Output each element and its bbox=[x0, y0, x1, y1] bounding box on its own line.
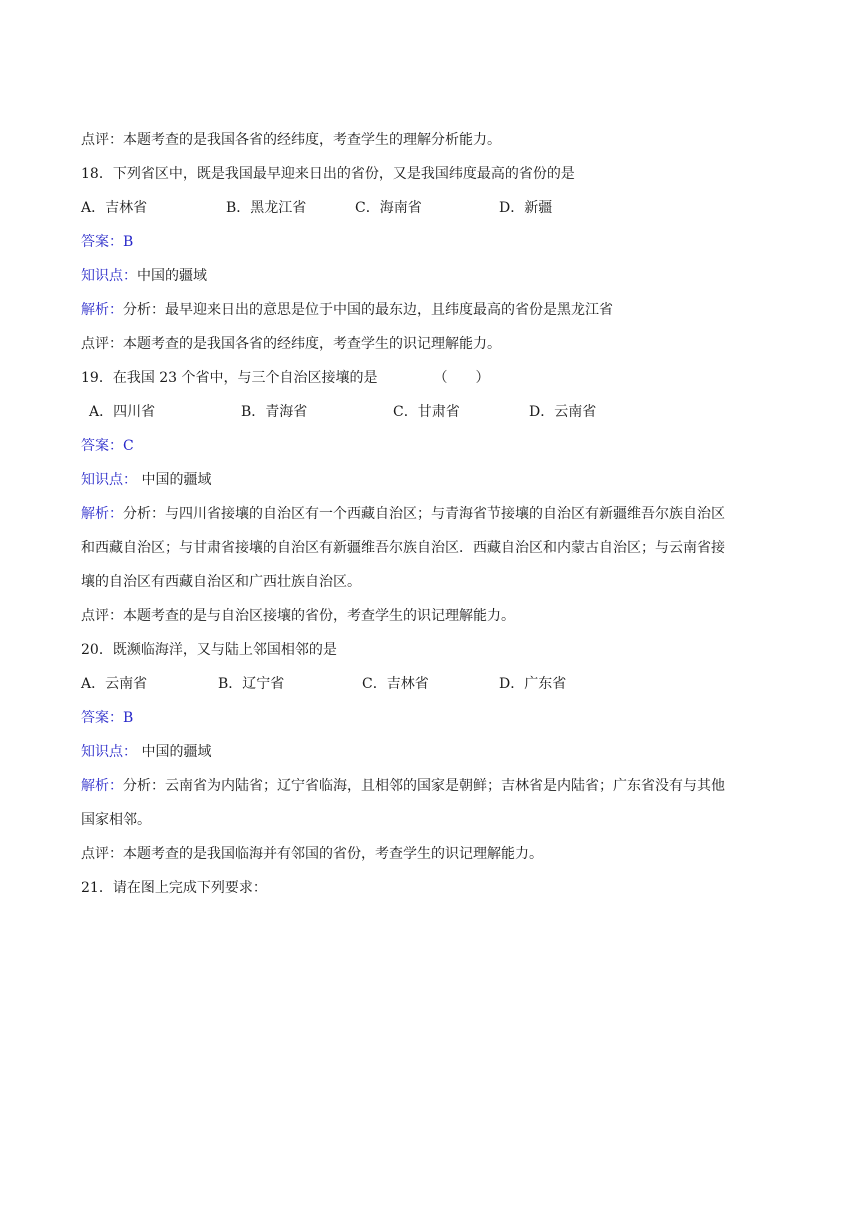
comment-label: 点评： bbox=[81, 132, 123, 148]
question-21-stem: 21．请在图上完成下列要求： bbox=[81, 880, 267, 896]
option-c: C．海南省 bbox=[355, 200, 422, 216]
analysis-line bbox=[81, 300, 613, 320]
knowledge-text: 中国的疆域 bbox=[137, 744, 212, 760]
question-20-options bbox=[81, 674, 781, 694]
comment-line bbox=[81, 606, 515, 626]
knowledge-text: 中国的疆域 bbox=[137, 472, 212, 488]
option-c: C．吉林省 bbox=[362, 676, 429, 692]
comment-text: 本题考查的是与自治区接壤的省份，考查学生的识记理解能力。 bbox=[123, 608, 515, 624]
comment-label: 点评： bbox=[81, 336, 123, 352]
knowledge-label: 知识点： bbox=[81, 472, 137, 488]
option-b: B．辽宁省 bbox=[218, 676, 285, 692]
option-d: D．广东省 bbox=[499, 676, 567, 692]
option-b: B．黑龙江省 bbox=[226, 200, 307, 216]
analysis-continuation: 国家相邻。 bbox=[81, 812, 151, 828]
comment-label: 点评： bbox=[81, 608, 123, 624]
option-c: C．甘肃省 bbox=[393, 404, 460, 420]
answer-label: 答案： bbox=[81, 710, 123, 726]
answer-label: 答案： bbox=[81, 234, 123, 250]
answer-label: 答案： bbox=[81, 438, 123, 454]
option-a: A．吉林省 bbox=[81, 200, 148, 216]
question-18-stem: 18．下列省区中，既是我国最早迎来日出的省份，又是我国纬度最高的省份的是 bbox=[81, 166, 575, 182]
knowledge-line bbox=[81, 470, 211, 490]
analysis-continuation: 和西藏自治区；与甘肃省接壤的自治区有新疆维吾尔族自治区．西藏自治区和内蒙古自治区；与云南省接 bbox=[81, 540, 725, 556]
option-a: A．云南省 bbox=[81, 676, 148, 692]
knowledge-line bbox=[81, 266, 207, 286]
question-19-text: 19．在我国 23 个省中，与三个自治区接壤的是 bbox=[81, 370, 378, 386]
analysis-line bbox=[81, 504, 725, 524]
comment-line bbox=[81, 334, 501, 354]
question-18-options bbox=[81, 198, 781, 218]
knowledge-text: 中国的疆域 bbox=[137, 268, 207, 284]
comment-text: 本题考查的是我国各省的经纬度，考查学生的识记理解能力。 bbox=[123, 336, 501, 352]
answer-line bbox=[81, 708, 133, 728]
knowledge-label: 知识点： bbox=[81, 268, 137, 284]
question-20-stem: 20．既濒临海洋，又与陆上邻国相邻的是 bbox=[81, 642, 337, 658]
answer-line bbox=[81, 232, 133, 252]
analysis-text: 分析：最早迎来日出的意思是位于中国的最东边，且纬度最高的省份是黑龙江省 bbox=[123, 302, 613, 318]
analysis-label: 解析： bbox=[81, 506, 123, 522]
option-d: D．云南省 bbox=[529, 404, 597, 420]
answer-blank: （ ） bbox=[433, 370, 490, 386]
answer-value: C bbox=[123, 438, 134, 454]
option-a: A．四川省 bbox=[89, 404, 156, 420]
analysis-text: 分析：与四川省接壤的自治区有一个西藏自治区；与青海省节接壤的自治区有新疆维吾尔族自治区 bbox=[123, 506, 725, 522]
answer-value: B bbox=[123, 234, 134, 250]
comment-text: 本题考查的是我国各省的经纬度，考查学生的理解分析能力。 bbox=[123, 132, 501, 148]
question-19-stem bbox=[81, 368, 490, 388]
question-19-options bbox=[89, 402, 789, 422]
comment-line bbox=[81, 844, 543, 864]
analysis-label: 解析： bbox=[81, 778, 123, 794]
knowledge-label: 知识点： bbox=[81, 744, 137, 760]
comment-label: 点评： bbox=[81, 846, 123, 862]
analysis-label: 解析： bbox=[81, 302, 123, 318]
answer-line bbox=[81, 436, 134, 456]
option-d: D．新疆 bbox=[499, 200, 553, 216]
comment-line bbox=[81, 130, 501, 150]
analysis-line bbox=[81, 776, 725, 796]
answer-value: B bbox=[123, 710, 134, 726]
option-b: B．青海省 bbox=[241, 404, 308, 420]
comment-text: 本题考查的是我国临海并有邻国的省份，考查学生的识记理解能力。 bbox=[123, 846, 543, 862]
analysis-text: 分析：云南省为内陆省；辽宁省临海，且相邻的国家是朝鲜；吉林省是内陆省；广东省没有与其他 bbox=[123, 778, 725, 794]
analysis-continuation: 壤的自治区有西藏自治区和广西壮族自治区。 bbox=[81, 574, 361, 590]
knowledge-line bbox=[81, 742, 211, 762]
